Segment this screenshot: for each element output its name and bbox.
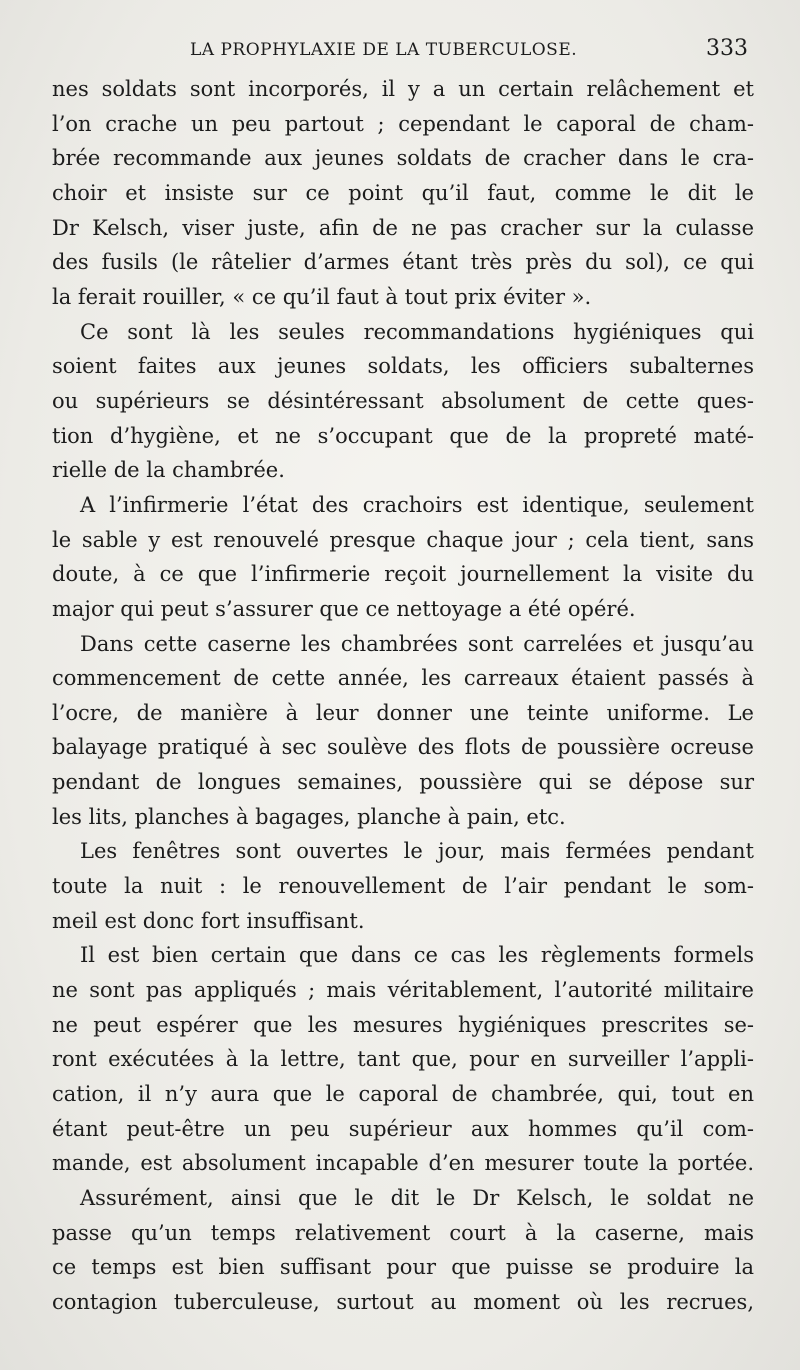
text-line: A l’infirmerie l’état des crachoirs est identique, seulement	[80, 492, 754, 517]
text-line: ne peut espérer que les mesures hygiéniques prescrites se-	[52, 1012, 754, 1037]
text-line: Il est bien certain que dans ce cas les règlements formels	[80, 943, 754, 968]
text-line: les lits, planches à bagages, planche à pain, etc.	[52, 804, 566, 829]
text-line: l’on crache un peu partout ; cependant le caporal de cham-	[52, 111, 754, 136]
text-line: rielle de la chambrée.	[52, 458, 285, 483]
text-line: toute la nuit : le renouvellement de l’air pendant le som-	[52, 874, 754, 899]
text-line: l’ocre, de manière à leur donner une teinte uniforme. Le	[52, 700, 754, 725]
text-line: tion d’hygiène, et ne s’occupant que de la propreté maté-	[52, 423, 754, 448]
text-line: major qui peut s’assurer que ce nettoyage a été opéré.	[52, 596, 636, 621]
text-line: commencement de cette année, les carreaux étaient passés à	[52, 666, 754, 691]
text-line: Assurément, ainsi que le dit le Dr Kelsch, le soldat ne	[80, 1186, 754, 1210]
text-line: Dr Kelsch, viser juste, afin de ne pas cracher sur la culasse	[52, 215, 754, 240]
text-line: balayage pratiqué à sec soulève des flots de poussière ocreuse	[52, 735, 754, 760]
text-line: passe qu’un temps relativement court à la caserne, mais	[52, 1220, 754, 1245]
text-line: ne sont pas appliqués ; mais véritablement, l’autorité militaire	[52, 978, 754, 1003]
page-number: 333	[706, 36, 748, 61]
text-line: soient faites aux jeunes soldats, les officiers subalternes	[52, 354, 754, 379]
text-line: choir et insiste sur ce point qu’il faut, comme le dit le	[52, 180, 754, 205]
text-line: Ce sont là les seules recommandations hygiéniques qui	[80, 319, 754, 344]
text-line: pendant de longues semaines, poussière qui se dépose sur	[52, 770, 754, 795]
text-line: nes soldats sont incorporés, il y a un certain relâchement et	[52, 77, 754, 101]
text-line: étant peut-être un peu supérieur aux hommes qu’il com-	[52, 1116, 754, 1141]
text-line: ce temps est bien suffisant pour que puisse se produire la	[52, 1255, 754, 1280]
page-header	[0, 34, 800, 74]
text-line: cation, il n’y aura que le caporal de chambrée, qui, tout en	[52, 1082, 754, 1107]
text-line: la ferait rouiller, « ce qu’il faut à tout prix éviter ».	[52, 284, 592, 309]
text-line: contagion tuberculeuse, surtout au moment où les recrues,	[52, 1289, 754, 1314]
text-line: Dans cette caserne les chambrées sont carrelées et jusqu’au	[80, 631, 754, 656]
text-line: ou supérieurs se désintéressant absolument de cette ques-	[52, 388, 754, 413]
text-line: des fusils (le râtelier d’armes étant très près du sol), ce qui	[52, 250, 754, 275]
text-line: le sable y est renouvelé presque chaque jour ; cela tient, sans	[52, 527, 754, 552]
text-line: mande, est absolument incapable d’en mesurer toute la portée.	[52, 1151, 754, 1176]
body-text	[52, 72, 754, 1320]
text-line: brée recommande aux jeunes soldats de cracher dans le cra-	[52, 146, 754, 171]
text-line: meil est donc fort insuffisant.	[52, 908, 365, 933]
text-line: ront exécutées à la lettre, tant que, pour en surveiller l’appli-	[52, 1047, 754, 1072]
text-line: Les fenêtres sont ouvertes le jour, mais fermées pendant	[80, 839, 754, 864]
text-line: doute, à ce que l’infirmerie reçoit journellement la visite du	[52, 562, 754, 587]
running-title: LA PROPHYLAXIE DE LA TUBERCULOSE.	[190, 40, 578, 60]
